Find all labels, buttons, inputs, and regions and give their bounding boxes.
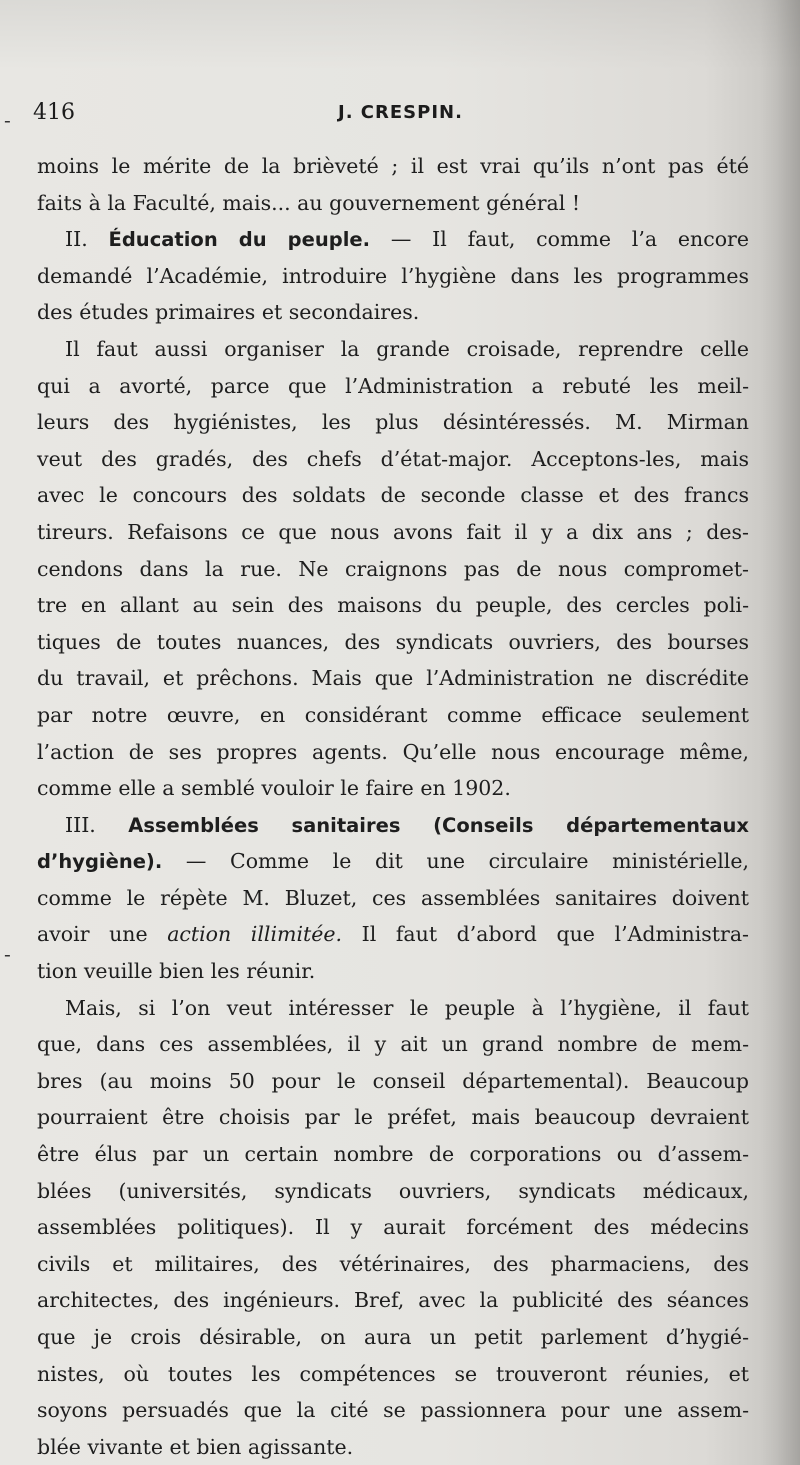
text-line: blées (universités, syndicats ouvriers, syndicats médicaux,	[37, 1178, 749, 1203]
section-heading: d’hygiène).	[37, 850, 163, 874]
section-heading-line	[37, 843, 749, 880]
text-line: qui a avorté, parce que l’Administration a rebuté les meil-	[37, 373, 749, 398]
text-line: cendons dans la rue. Ne craignons pas de nous compromet-	[37, 556, 749, 581]
text-line: leurs des hygiénistes, les plus désintéressés. M. Mirman	[37, 410, 749, 435]
text-line: civils et militaires, des vétérinaires, des pharmaciens, des	[37, 1251, 749, 1276]
section-heading: Assemblées sanitaires (Conseils départementaux	[128, 813, 749, 837]
text-line: Mais, si l’on veut intéresser le peuple à l’hygiène, il faut	[65, 995, 749, 1020]
text-line: soyons persuadés que la cité se passionnera pour une assem-	[37, 1398, 749, 1423]
text-line: que je crois désirable, on aura un petit parlement d’hygié-	[37, 1325, 749, 1349]
text-run: — Comme le dit une circulaire ministérielle,	[185, 849, 749, 874]
text-line: blée vivante et bien agissante.	[37, 1434, 354, 1459]
text-line: tre en allant au sein des maisons du peuple, des cercles poli-	[37, 593, 749, 618]
section-heading: Éducation du peuple.	[108, 228, 371, 252]
text-line: moins le mérite de la brièveté ; il est vrai qu’ils n’ont pas été	[37, 154, 749, 178]
text-line: nistes, où toutes les compétences se trouveront réunies, et	[37, 1361, 749, 1386]
section-heading-line	[37, 807, 749, 844]
page-number: 416	[33, 100, 75, 125]
text-line: comme elle a semblé vouloir le faire en 1902.	[37, 776, 511, 801]
text-line: veut des gradés, des chefs d’état-major. Acceptons-les, mais	[37, 446, 749, 471]
text-line: Il faut aussi organiser la grande croisade, reprendre celle	[65, 336, 749, 361]
text-run: avoir une	[37, 922, 148, 947]
section-number: III.	[65, 812, 96, 837]
page-gutter-shadow	[760, 0, 800, 1465]
page-top-shadow	[0, 0, 800, 70]
text-line: des études primaires et secondaires.	[37, 300, 420, 325]
text-line: bres (au moins 50 pour le conseil départemental). Beaucoup	[37, 1068, 749, 1093]
text-line: avec le concours des soldats de seconde classe et des francs	[37, 483, 749, 508]
text-line: demandé l’Académie, introduire l’hygiène dans les programmes	[37, 263, 749, 288]
italic-phrase: action illimitée.	[167, 922, 343, 947]
text-line: architectes, des ingénieurs. Bref, avec la publicité des séances	[37, 1288, 749, 1313]
text-line: par notre œuvre, en considérant comme efficace seulement	[37, 702, 749, 727]
text-line: du travail, et prêchons. Mais que l’Administration ne discrédite	[37, 666, 749, 691]
text-line: tion veuille bien les réunir.	[37, 959, 316, 984]
running-head: J. CRESPIN.	[338, 102, 463, 123]
text-line	[37, 916, 749, 953]
text-line: être élus par un certain nombre de corporations ou d’assem-	[37, 1142, 749, 1167]
text-line: assemblées politiques). Il y aurait forcément des médecins	[37, 1215, 749, 1240]
text-line: comme le répète M. Bluzet, ces assemblées sanitaires doivent	[37, 885, 749, 910]
page-header	[33, 98, 753, 134]
text-run: Il faut d’abord que l’Administra-	[361, 922, 749, 947]
text-line: l’action de ses propres agents. Qu’elle nous encourage même,	[37, 739, 749, 764]
margin-dash-lower: -	[4, 942, 11, 966]
text-run: — Il faut, comme l’a encore	[390, 227, 749, 252]
section-heading-line	[37, 221, 749, 258]
text-line: que, dans ces assemblées, il y ait un grand nombre de mem-	[37, 1032, 749, 1057]
text-line: faits à la Faculté, mais... au gouvernement général !	[37, 190, 581, 215]
body-text	[37, 148, 749, 1465]
section-number: II.	[65, 227, 88, 252]
text-line: pourraient être choisis par le préfet, mais beaucoup devraient	[37, 1105, 749, 1130]
text-line: tiques de toutes nuances, des syndicats ouvriers, des bourses	[37, 629, 749, 654]
margin-dash-top: -	[4, 108, 11, 132]
text-line: tireurs. Refaisons ce que nous avons fait il y a dix ans ; des-	[37, 519, 749, 544]
